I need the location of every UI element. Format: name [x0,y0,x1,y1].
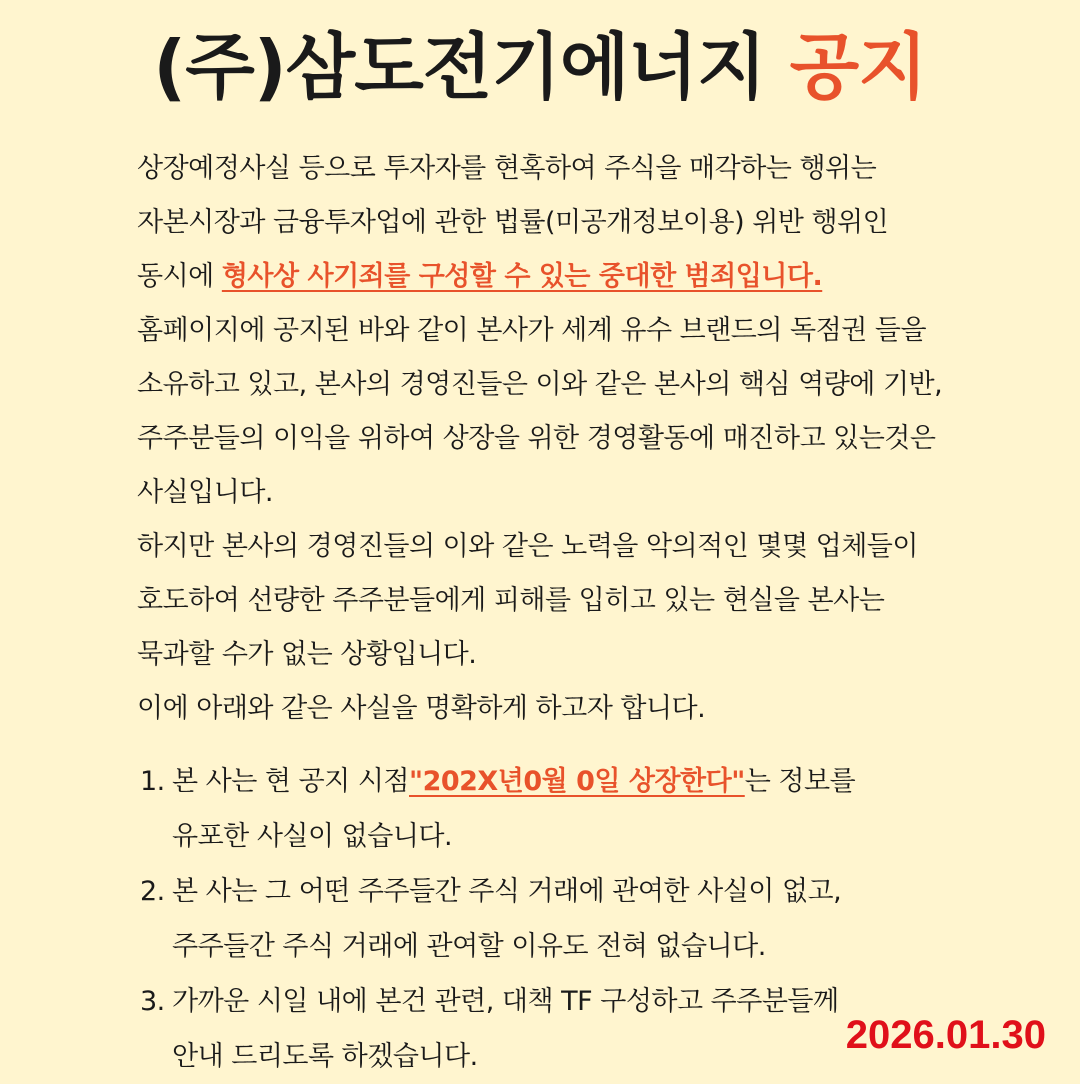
notice-item-row [140,864,1000,919]
notice-label: 공지 [789,25,927,109]
body-line-prefix: 동시에 [137,261,222,292]
notice-item-row [140,919,1000,974]
notice-item-1 [140,754,1000,864]
notice-text: 주주들간 주식 거래에 관여할 이유도 전혀 없습니다. [172,931,766,962]
notice-body [137,142,997,736]
body-line: 하지만 본사의 경영진들의 이와 같은 노력을 악의적인 몇몇 업체들이 [137,531,918,562]
notice-date: 2026.01.30 [845,1013,1046,1057]
body-line-highlighted [137,250,997,304]
notice-title [0,22,1080,112]
body-line: 자본시장과 금융투자업에 관한 법률(미공개정보이용) 위반 행위인 [137,207,889,238]
listing-claim-highlight: "202X년0월 0일 상장한다" [409,766,745,797]
body-line: 상장예정사실 등으로 투자자를 현혹하여 주식을 매각하는 행위는 [137,153,877,184]
notice-text: 가까운 시일 내에 본건 관련, 대책 TF 구성하고 주주분들께 [172,986,839,1017]
notice-text: 본 사는 현 공지 시점 [172,766,409,797]
notice-text: 유포한 사실이 없습니다. [172,821,453,852]
company-name: (주)삼도전기에너지 [153,25,790,109]
body-line: 호도하여 선량한 주주분들에게 피해를 입히고 있는 현실을 본사는 [137,585,885,616]
notice-text: 는 정보를 [744,766,856,797]
notice-text: 안내 드리도록 하겠습니다. [172,1041,478,1072]
body-line: 사실입니다. [137,477,273,508]
body-line: 주주분들의 이익을 위하여 상장을 위한 경영활동에 매진하고 있는것은 [137,423,936,454]
notice-number: 1. [140,766,165,797]
body-line: 홈페이지에 공지된 바와 같이 본사가 세계 유수 브랜드의 독점권 들을 [137,315,927,346]
body-line: 소유하고 있고, 본사의 경영진들은 이와 같은 본사의 핵심 역량에 기반, [137,369,943,400]
crime-warning-highlight: 형사상 사기죄를 구성할 수 있는 중대한 범죄입니다. [221,261,823,292]
notice-number: 2. [140,876,165,907]
notice-item-row [140,809,1000,864]
body-line: 묵과할 수가 없는 상황입니다. [137,639,477,670]
notice-item-2 [140,864,1000,974]
notice-text: 본 사는 그 어떤 주주들간 주식 거래에 관여한 사실이 없고, [172,876,842,907]
notice-number: 3. [140,986,165,1017]
notice-item-row [140,754,1000,809]
body-line: 이에 아래와 같은 사실을 명확하게 하고자 합니다. [137,693,706,724]
